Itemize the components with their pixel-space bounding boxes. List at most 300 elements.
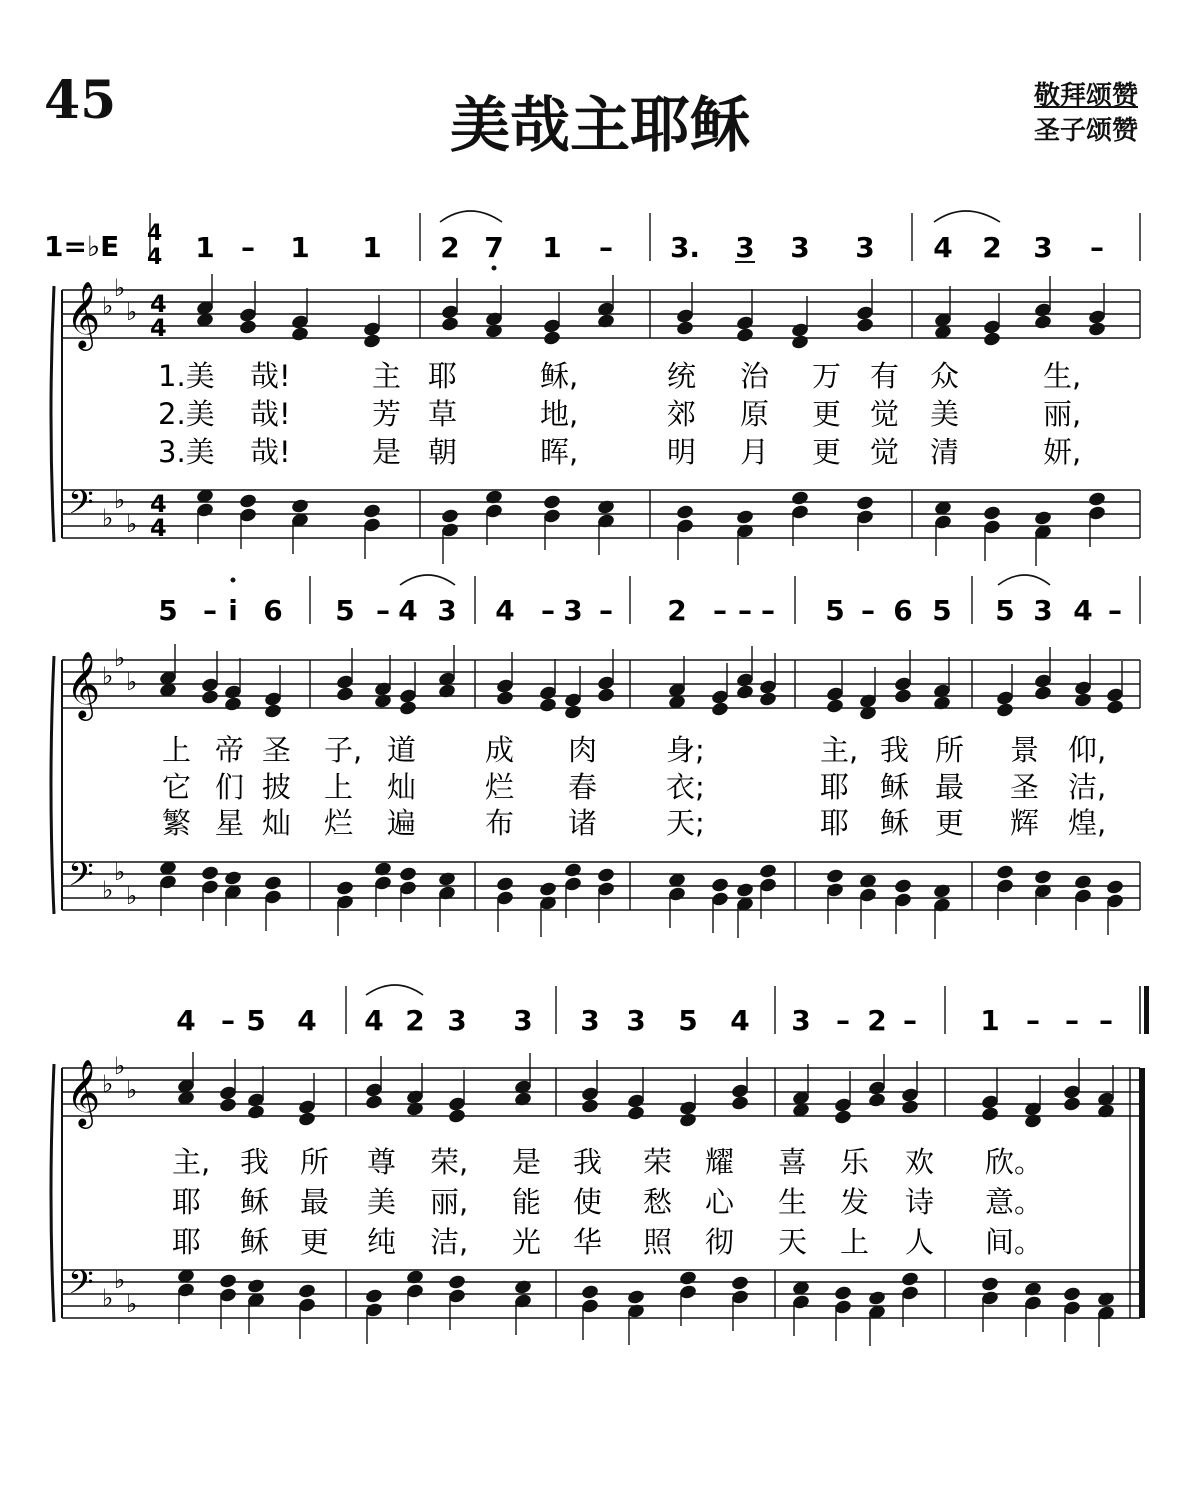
jianpu-note: –: [541, 594, 555, 627]
treble-clef-icon: 𝄞: [66, 280, 101, 348]
tenor-notehead: [335, 880, 354, 897]
lyric-syllable: 主,: [172, 1145, 211, 1179]
jianpu-note: 3: [1033, 231, 1053, 264]
jianpu-note: 6: [263, 594, 283, 627]
lyric-syllable: 地,: [540, 397, 579, 431]
lyric-syllable: 上: [324, 770, 354, 804]
jianpu-note: 5: [995, 594, 1015, 627]
jianpu-note: –: [1108, 594, 1122, 627]
alto-notehead: [735, 684, 754, 701]
alto-notehead: [440, 316, 459, 333]
lyric-syllable: 所: [935, 733, 965, 767]
system-bracket: [51, 656, 54, 914]
jianpu-note: 4: [1073, 594, 1093, 627]
lyric-syllable: 发: [840, 1185, 870, 1219]
flat-icon: ♭: [114, 274, 126, 302]
lyric-syllable: 烂: [324, 806, 354, 840]
tenor-notehead: [1033, 510, 1052, 527]
alto-notehead: [580, 1098, 599, 1115]
alto-notehead: [437, 683, 456, 700]
alto-notehead: [675, 320, 694, 337]
lyric-syllable: 洁,: [1068, 770, 1107, 804]
lyric-syllable: 最: [935, 770, 965, 804]
alto-notehead: [833, 1109, 852, 1126]
tenor-notehead: [538, 881, 557, 898]
alto-notehead: [867, 1092, 886, 1109]
tenor-notehead: [596, 499, 615, 516]
lyric-syllable: 景: [1010, 733, 1040, 767]
lyric-syllable: 3.美: [158, 435, 215, 469]
lyric-syllable: 愁: [643, 1185, 673, 1219]
jianpu-note: 4: [176, 1004, 196, 1037]
tenor-notehead: [1087, 491, 1106, 508]
jianpu-note: 5: [335, 594, 355, 627]
alto-notehead: [1073, 692, 1092, 709]
lyric-syllable: 仰,: [1068, 733, 1107, 767]
alto-notehead: [596, 313, 615, 330]
lyric-syllable: 乐: [840, 1145, 870, 1179]
lyric-syllable: 众: [930, 359, 960, 393]
lyric-syllable: 耀: [705, 1145, 735, 1179]
lyric-syllable: 觉: [870, 435, 900, 469]
jianpu-note: 5: [246, 1004, 266, 1037]
alto-notehead: [484, 323, 503, 340]
jianpu-note: 5: [932, 594, 952, 627]
alto-notehead: [825, 698, 844, 715]
jianpu-note: 2: [440, 231, 460, 264]
jianpu-note: –: [1026, 1004, 1040, 1037]
lyric-syllable: 我: [880, 733, 910, 767]
lyric-syllable: 华: [573, 1225, 603, 1259]
lyric-syllable: 肉: [568, 733, 598, 767]
lyric-syllable: 所: [300, 1145, 330, 1179]
alto-notehead: [538, 697, 557, 714]
jianpu-note: 3: [447, 1004, 467, 1037]
lyric-syllable: 更: [300, 1225, 330, 1259]
lyric-syllable: 星: [215, 806, 245, 840]
lyric-syllable: 耶: [820, 806, 850, 840]
tenor-notehead: [735, 882, 754, 899]
jianpu-note: 3: [1033, 594, 1053, 627]
jianpu-note: 3: [626, 1004, 646, 1037]
lyric-syllable: 荣: [643, 1145, 673, 1179]
jianpu-note: 4: [297, 1004, 317, 1037]
jianpu-note: 3: [563, 594, 583, 627]
tenor-notehead: [596, 867, 615, 884]
jianpu-note: 1: [980, 1004, 1000, 1037]
jianpu-note: 4: [730, 1004, 750, 1037]
tenor-notehead: [364, 1288, 383, 1305]
tenor-notehead: [710, 877, 729, 894]
lyric-syllable: 稣: [240, 1185, 270, 1219]
tenor-notehead: [1023, 1281, 1042, 1298]
alto-notehead: [238, 319, 257, 336]
category-label-son: 圣子颂赞: [1033, 116, 1138, 146]
flat-icon: ♭: [126, 1290, 138, 1318]
lyric-syllable: 晖,: [540, 435, 579, 469]
alto-notehead: [200, 689, 219, 706]
jianpu-note: 1: [195, 231, 215, 264]
lyric-syllable: 耶: [172, 1185, 202, 1219]
hymn-number: 45: [44, 70, 117, 131]
jianpu-note: –: [1099, 1004, 1113, 1037]
alto-notehead: [710, 701, 729, 718]
alto-notehead: [405, 1101, 424, 1118]
alto-notehead: [855, 317, 874, 334]
lyric-syllable: 遍: [387, 806, 417, 840]
flat-icon: ♭: [126, 668, 138, 696]
lyric-syllable: 统: [667, 359, 697, 393]
alto-notehead: [290, 326, 309, 343]
tenor-notehead: [1062, 1286, 1081, 1303]
lyric-syllable: 喜: [778, 1145, 808, 1179]
lyric-syllable: 意。: [985, 1185, 1044, 1219]
jianpu-note: 3: [513, 1004, 533, 1037]
tenor-notehead: [290, 498, 309, 515]
lyric-syllable: 它: [162, 770, 192, 804]
tenor-notehead: [833, 1285, 852, 1302]
flat-icon: ♭: [114, 858, 126, 886]
tenor-notehead: [900, 1271, 919, 1288]
lyric-syllable: 觉: [870, 397, 900, 431]
lyric-syllable: 荣,: [430, 1145, 469, 1179]
lyric-syllable: 更: [935, 806, 965, 840]
flat-icon: ♭: [102, 1070, 114, 1098]
jianpu-note: 1: [542, 231, 562, 264]
lyric-syllable: 原: [740, 397, 770, 431]
alto-notehead: [982, 331, 1001, 348]
time-sig-bass-top: 4: [150, 490, 167, 518]
lyric-syllable: 朝: [428, 435, 458, 469]
tenor-notehead: [447, 1274, 466, 1291]
lyric-syllable: 间。: [985, 1225, 1044, 1259]
lyric-syllable: 明: [667, 435, 697, 469]
lyric-syllable: 圣: [262, 733, 292, 767]
alto-notehead: [246, 1104, 265, 1121]
alto-notehead: [263, 703, 282, 720]
alto-notehead: [932, 695, 951, 712]
tenor-notehead: [932, 883, 951, 900]
lyric-syllable: 主: [372, 359, 402, 393]
tenor-notehead: [495, 876, 514, 893]
tenor-notehead: [484, 489, 503, 506]
lyric-syllable: 耶: [820, 770, 850, 804]
tenor-notehead: [730, 1275, 749, 1292]
jianpu-note: 2: [667, 594, 687, 627]
lyric-syllable: 繁: [162, 806, 192, 840]
lyric-syllable: 是: [512, 1145, 542, 1179]
jianpu-note: 3: [437, 594, 457, 627]
jianpu-note: –: [713, 594, 727, 627]
jianpu-note: –: [761, 594, 775, 627]
lyric-syllable: 圣: [1010, 770, 1040, 804]
lyric-syllable: 们: [215, 770, 245, 804]
jianpu-note: i: [228, 594, 238, 627]
time-signature-bottom: 4: [147, 245, 163, 270]
lyric-syllable: 彻: [705, 1225, 735, 1259]
flat-icon: ♭: [126, 298, 138, 326]
tenor-notehead: [858, 873, 877, 890]
time-sig-treble-top: 4: [150, 290, 167, 318]
lyric-syllable: 美: [367, 1185, 397, 1219]
flat-icon: ♭: [114, 1266, 126, 1294]
jianpu-note: 4: [933, 231, 953, 264]
lyric-syllable: 稣: [880, 770, 910, 804]
jianpu-note: 3.: [669, 231, 701, 264]
alto-notehead: [373, 693, 392, 710]
lyric-syllable: 天;: [666, 806, 705, 840]
lyric-syllable: 哉!: [250, 359, 291, 393]
lyric-syllable: 稣: [240, 1225, 270, 1259]
lyric-syllable: 春: [568, 770, 598, 804]
alto-notehead: [678, 1112, 697, 1129]
flat-icon: ♭: [102, 1284, 114, 1312]
alto-notehead: [563, 704, 582, 721]
lyric-syllable: 灿: [262, 806, 292, 840]
tenor-notehead: [580, 1284, 599, 1301]
jianpu-note: 3: [855, 231, 875, 264]
jianpu-note: 4: [495, 594, 515, 627]
tenor-notehead: [223, 870, 242, 887]
jianpu-slur: [998, 575, 1050, 585]
jianpu-slur: [400, 575, 455, 585]
jianpu-note: 3: [580, 1004, 600, 1037]
jianpu-note: 5: [678, 1004, 698, 1037]
hymn-title: 美哉主耶稣: [450, 91, 750, 161]
tenor-notehead: [440, 508, 459, 525]
lyric-syllable: 月: [740, 435, 770, 469]
jianpu-note: 5: [158, 594, 178, 627]
tenor-notehead: [980, 1276, 999, 1293]
lyric-syllable: 更: [812, 435, 842, 469]
tenor-notehead: [513, 1279, 532, 1296]
lyric-syllable: 上: [162, 733, 192, 767]
system-bracket: [51, 1064, 54, 1322]
bass-clef-icon: 𝄢: [68, 1264, 94, 1310]
alto-notehead: [980, 1106, 999, 1123]
alto-notehead: [1033, 685, 1052, 702]
alto-notehead: [626, 1105, 645, 1122]
jianpu-note: 2: [982, 231, 1002, 264]
flat-icon: ♭: [114, 1052, 126, 1080]
alto-notehead: [513, 1091, 532, 1108]
lyric-syllable: 欣。: [985, 1145, 1044, 1179]
jianpu-note: –: [203, 594, 217, 627]
lyric-syllable: 2.美: [158, 397, 215, 431]
bass-clef-icon: 𝄢: [68, 856, 94, 902]
jianpu-note: –: [836, 1004, 850, 1037]
category-label-worship: 敬拜颂赞: [1033, 81, 1138, 111]
tenor-notehead: [563, 862, 582, 879]
lyric-syllable: 丽,: [430, 1185, 469, 1219]
jianpu-note: –: [903, 1004, 917, 1037]
tenor-notehead: [218, 1273, 237, 1290]
tenor-notehead: [735, 509, 754, 526]
flat-icon: ♭: [126, 510, 138, 538]
jianpu-slur: [440, 211, 502, 222]
tenor-notehead: [893, 878, 912, 895]
tenor-notehead: [982, 505, 1001, 522]
jianpu-note: –: [221, 1004, 235, 1037]
alto-notehead: [447, 1108, 466, 1125]
lyric-syllable: 光: [512, 1225, 542, 1259]
lyric-syllable: 丽,: [1043, 397, 1082, 431]
jianpu-slur: [934, 211, 1000, 222]
final-barline: [1139, 1068, 1145, 1318]
jianpu-note: –: [738, 594, 752, 627]
lyric-syllable: 帝: [215, 733, 245, 767]
lyric-syllable: 能: [512, 1185, 542, 1219]
jianpu-note: 3: [735, 231, 755, 264]
tenor-notehead: [200, 865, 219, 882]
lyric-syllable: 洁,: [430, 1225, 469, 1259]
lyric-syllable: 尊: [367, 1145, 397, 1179]
alto-notehead: [1087, 321, 1106, 338]
alto-notehead: [1033, 314, 1052, 331]
tenor-notehead: [790, 490, 809, 507]
time-sig-bass-bottom: 4: [150, 514, 167, 542]
lyric-syllable: 有: [870, 359, 900, 393]
tenor-notehead: [238, 493, 257, 510]
lyric-syllable: 哉!: [250, 435, 291, 469]
alto-notehead: [542, 330, 561, 347]
tenor-notehead: [1096, 1291, 1115, 1308]
lyric-syllable: 清: [930, 435, 960, 469]
alto-notehead: [223, 696, 242, 713]
flat-icon: ♭: [102, 876, 114, 904]
tenor-notehead: [246, 1278, 265, 1295]
alto-notehead: [218, 1097, 237, 1114]
alto-notehead: [858, 705, 877, 722]
tenor-notehead: [437, 871, 456, 888]
alto-notehead: [1062, 1096, 1081, 1113]
tenor-notehead: [825, 868, 844, 885]
tenor-notehead: [405, 1269, 424, 1286]
bass-clef-icon: 𝄢: [68, 484, 94, 530]
tenor-notehead: [263, 875, 282, 892]
alto-notehead: [995, 702, 1014, 719]
jianpu-note: –: [241, 231, 255, 264]
jianpu-note: 2: [867, 1004, 887, 1037]
time-sig-treble-bottom: 4: [150, 314, 167, 342]
tenor-notehead: [1105, 879, 1124, 896]
lyric-syllable: 生: [778, 1185, 808, 1219]
jianpu-note: 1: [290, 231, 310, 264]
alto-notehead: [364, 1094, 383, 1111]
flat-icon: ♭: [102, 504, 114, 532]
jianpu-note: 2: [405, 1004, 425, 1037]
jianpu-note: –: [1090, 231, 1104, 264]
lyric-syllable: 治: [740, 359, 770, 393]
lyric-syllable: 芳: [372, 397, 402, 431]
lyric-layer: [158, 359, 1106, 1259]
jianpu-note: –: [861, 594, 875, 627]
flat-icon: ♭: [114, 644, 126, 672]
alto-notehead: [1023, 1113, 1042, 1130]
lyric-syllable: 更: [812, 397, 842, 431]
lyric-syllable: 耶: [172, 1225, 202, 1259]
jianpu-note: –: [599, 594, 613, 627]
lyric-syllable: 煌,: [1068, 806, 1107, 840]
lyric-syllable: 耶: [428, 359, 458, 393]
lyric-syllable: 使: [573, 1185, 603, 1219]
tenor-notehead: [855, 495, 874, 512]
jianpu-note: –: [599, 231, 613, 264]
lyric-syllable: 纯: [367, 1225, 397, 1259]
alto-notehead: [1096, 1103, 1115, 1120]
lyric-syllable: 稣: [880, 806, 910, 840]
alto-notehead: [730, 1095, 749, 1112]
lyric-syllable: 披: [262, 770, 292, 804]
lyric-syllable: 我: [240, 1145, 270, 1179]
tenor-notehead: [297, 1283, 316, 1300]
alto-notehead: [758, 691, 777, 708]
alto-notehead: [735, 327, 754, 344]
lyric-syllable: 欢: [905, 1145, 935, 1179]
lyric-syllable: 万: [812, 359, 842, 393]
flat-icon: ♭: [126, 1076, 138, 1104]
lyric-syllable: 人: [905, 1225, 935, 1259]
tenor-notehead: [758, 863, 777, 880]
jianpu-final-barline: [1144, 986, 1149, 1034]
alto-notehead: [335, 686, 354, 703]
alto-notehead: [297, 1111, 316, 1128]
treble-clef-icon: 𝄞: [66, 650, 101, 718]
alto-notehead: [893, 688, 912, 705]
lyric-syllable: 道: [387, 733, 417, 767]
alto-notehead: [495, 690, 514, 707]
lyric-syllable: 稣,: [540, 359, 579, 393]
jianpu-note: 4: [364, 1004, 384, 1037]
lyric-syllable: 成: [485, 733, 515, 767]
jianpu-slur: [366, 985, 423, 995]
tenor-notehead: [373, 861, 392, 878]
lyric-syllable: 主,: [820, 733, 859, 767]
lyric-syllable: 灿: [387, 770, 417, 804]
lyric-syllable: 辉: [1010, 806, 1040, 840]
tenor-notehead: [675, 504, 694, 521]
lyric-syllable: 是: [372, 435, 402, 469]
lyric-syllable: 烂: [485, 770, 515, 804]
jianpu-note: 3: [791, 1004, 811, 1037]
system-bracket: [51, 286, 54, 542]
tenor-notehead: [867, 1290, 886, 1307]
tenor-notehead: [1033, 869, 1052, 886]
flat-icon: ♭: [102, 292, 114, 320]
treble-clef-icon: 𝄞: [66, 1058, 101, 1126]
jianpu-note: –: [376, 594, 390, 627]
lyric-syllable: 草: [428, 397, 458, 431]
lyric-syllable: 诗: [905, 1185, 935, 1219]
jianpu-note: 7: [484, 231, 504, 264]
tenor-notehead: [362, 503, 381, 520]
lyric-syllable: 郊: [667, 397, 697, 431]
lyric-syllable: 哉!: [250, 397, 291, 431]
jianpu-note: 5: [825, 594, 845, 627]
alto-notehead: [362, 333, 381, 350]
time-signature-top: 4: [147, 221, 163, 246]
lyric-syllable: 衣;: [666, 770, 705, 804]
alto-notehead: [790, 334, 809, 351]
flat-icon: ♭: [102, 662, 114, 690]
lyric-syllable: 生,: [1043, 359, 1082, 393]
key-signature: 1=♭E: [44, 230, 120, 263]
lyric-syllable: 天: [778, 1225, 808, 1259]
tenor-notehead: [542, 494, 561, 511]
tenor-notehead: [995, 864, 1014, 881]
lyric-syllable: 美: [930, 397, 960, 431]
lyric-syllable: 上: [840, 1225, 870, 1259]
